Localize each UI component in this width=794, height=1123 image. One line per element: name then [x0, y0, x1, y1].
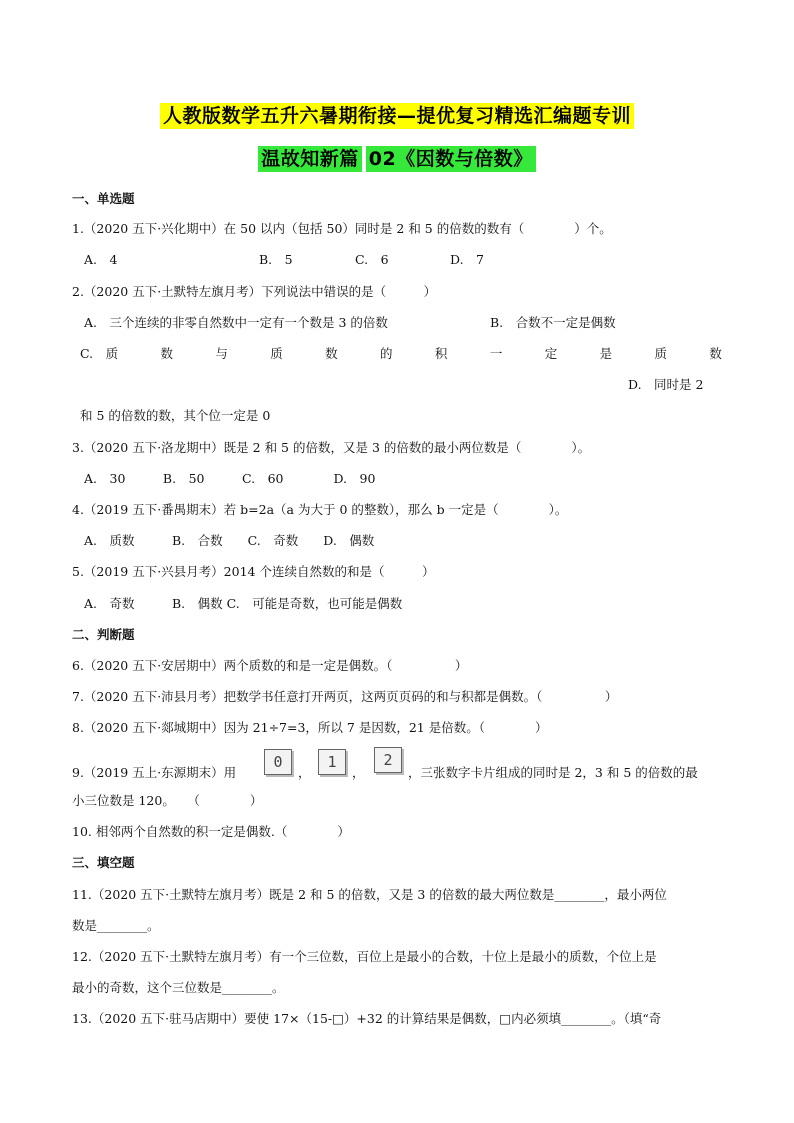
q2-c-char: 定	[544, 346, 558, 361]
title-line-2	[0, 146, 794, 172]
q2-c-char: 数	[160, 346, 173, 361]
q2-c-char: 数	[709, 346, 722, 361]
section-heading-fill-blank: 三、填空题	[72, 855, 135, 870]
question-2: 2.（2020 五下·土默特左旗月考）下列说法中错误的是（ ）	[72, 284, 437, 299]
question-9-continued: 小三位数是 120。 （ ）	[72, 793, 263, 808]
q1-option-a: A. 4	[84, 252, 118, 267]
question-10: 10. 相邻两个自然数的积一定是偶数.（ ）	[72, 824, 350, 839]
q2-option-d: D. 同时是 2	[628, 377, 704, 392]
q9-separator: ，	[298, 765, 311, 780]
question-6: 6.（2020 五下·安居期中）两个质数的和是一定是偶数。（ ）	[72, 658, 468, 673]
q2-c-char: 质	[654, 346, 667, 361]
q1-option-d: D. 7	[450, 252, 485, 267]
q2-option-d-continued: 和 5 的倍数的数，其个位一定是 0	[80, 408, 271, 423]
q5-options: A. 奇数 B. 偶数 C. 可能是奇数，也可能是偶数	[84, 596, 403, 611]
q1-option-b: B. 5	[259, 252, 293, 267]
q3-options: A. 30 B. 50 C. 60 D. 90	[84, 471, 376, 486]
q2-c-char: C. 质	[80, 346, 119, 361]
subtitle-part-a: 温故知新篇	[258, 146, 362, 172]
question-3: 3.（2020 五下·洛龙期中）既是 2 和 5 的倍数，又是 3 的倍数的最小两位数是（ ）。	[72, 440, 591, 455]
question-1: 1.（2020 五下·兴化期中）在 50 以内（包括 50）同时是 2 和 5 的倍数的数有（ ）个。	[72, 221, 612, 236]
q1-option-c: C. 6	[355, 252, 389, 267]
question-9-suffix: ，三张数字卡片组成的同时是 2，3 和 5 的倍数的最	[408, 765, 698, 780]
q2-c-char: 积	[434, 346, 448, 361]
q2-option-b: B. 合数不一定是偶数	[490, 315, 616, 330]
title-line-1	[0, 103, 794, 129]
question-7: 7.（2020 五下·沛县月考）把数学书任意打开两页，这两页页码的和与积都是偶数。（ ）	[72, 689, 618, 704]
question-11-continued: 数是________。	[72, 918, 160, 933]
q4-options: A. 质数 B. 合数 C. 奇数 D. 偶数	[84, 533, 375, 548]
q2-c-char: 数	[325, 346, 338, 361]
q2-option-c	[80, 344, 722, 362]
number-card-0: 0	[264, 749, 292, 775]
main-title: 人教版数学五升六暑期衔接—提优复习精选汇编题专训	[160, 103, 634, 129]
q2-c-char: 与	[215, 346, 228, 361]
question-9-prefix: 9.（2019 五上·东源期末）用	[72, 765, 237, 780]
section-heading-single-choice: 一、单选题	[72, 191, 135, 206]
number-card-1: 1	[318, 749, 346, 775]
question-5: 5.（2019 五下·兴县月考）2014 个连续自然数的和是（ ）	[72, 564, 435, 579]
question-8: 8.（2020 五下·郯城期中）因为 21÷7=3，所以 7 是因数，21 是倍数。（ ）	[72, 720, 548, 735]
question-13: 13.（2020 五下·驻马店期中）要使 17×（15-□）+32 的计算结果是偶数，□内必须填________。（填“奇	[72, 1011, 662, 1026]
number-card-2: 2	[374, 747, 402, 773]
question-12-continued: 最小的奇数，这个三位数是________。	[72, 980, 285, 995]
question-12: 12.（2020 五下·土默特左旗月考）有一个三位数，百位上是最小的合数，十位上是最小的质数，个位上是	[72, 949, 657, 964]
section-heading-true-false: 二、判断题	[72, 627, 135, 642]
question-11: 11.（2020 五下·土默特左旗月考）既是 2 和 5 的倍数，又是 3 的倍数的最大两位数是________，最小两位	[72, 887, 667, 902]
q2-c-char: 一	[489, 346, 503, 361]
q2-c-char: 质	[270, 346, 283, 361]
q2-option-a: A. 三个连续的非零自然数中一定有一个数是 3 的倍数	[84, 315, 388, 330]
q9-separator: ，	[352, 765, 365, 780]
subtitle-part-b: 02《因数与倍数》	[366, 146, 536, 172]
question-4: 4.（2019 五下·番禺期末）若 b=2a（a 为大于 0 的整数），那么 b 一定是（ ）。	[72, 502, 568, 517]
q2-c-char: 的	[380, 346, 393, 361]
q2-c-char: 是	[599, 346, 613, 361]
